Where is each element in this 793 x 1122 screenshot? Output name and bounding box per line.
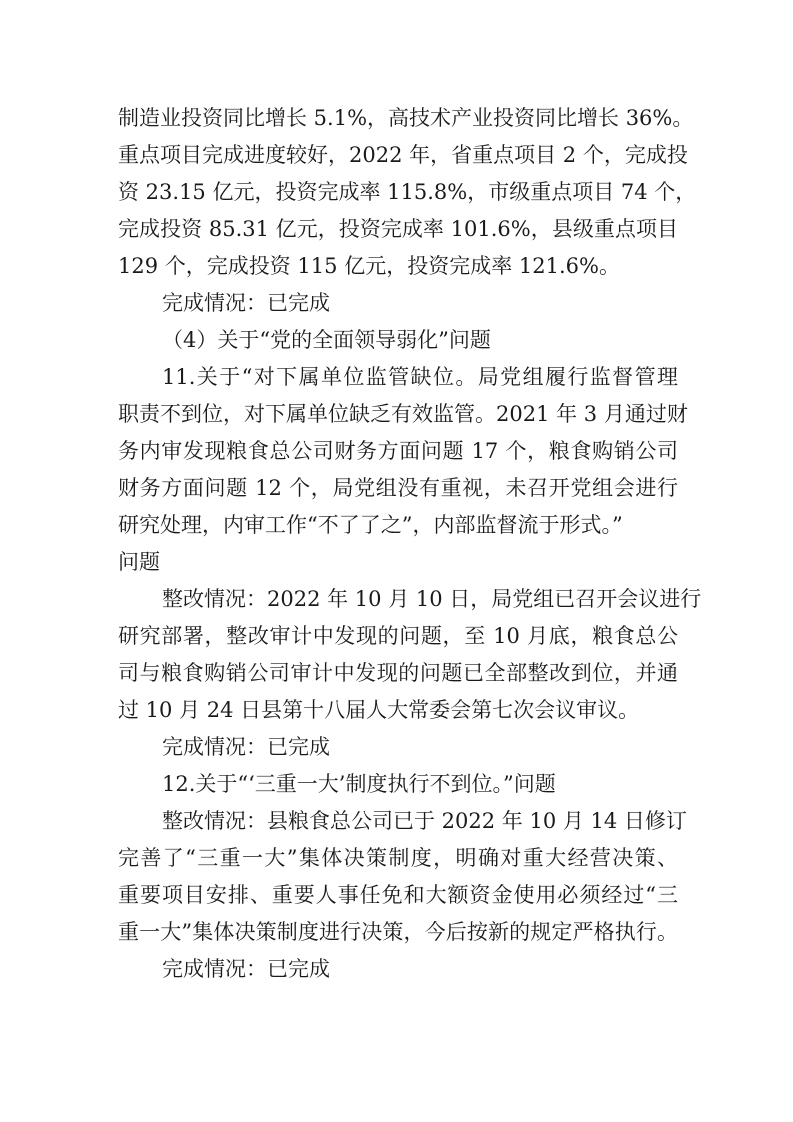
body-line: 重一大”集体决策制度进行决策，今后按新的规定严格执行。	[118, 920, 678, 944]
body-line: 过 10 月 24 日县第十八届人大常委会第七次会议审议。	[118, 698, 640, 722]
completion-status: 完成情况：已完成	[162, 291, 330, 315]
body-line: 完成投资 85.31 亿元，投资完成率 101.6%，县级重点项目	[118, 217, 678, 241]
body-line: 制造业投资同比增长 5.1%，高技术产业投资同比增长 36%。	[118, 106, 694, 130]
body-line: 资 23.15 亿元，投资完成率 115.8%，市级重点项目 74 个，	[118, 180, 697, 204]
body-line: 完善了“三重一大”集体决策制度，明确对重大经营决策、	[118, 846, 678, 870]
item-heading: 12.关于“‘三重一大’制度执行不到位。”问题	[162, 772, 556, 796]
body-line: 职责不到位，对下属单位缺乏有效监管。2021 年 3 月通过财	[118, 402, 688, 426]
body-line: 重点项目完成进度较好，2022 年，省重点项目 2 个，完成投	[118, 143, 688, 167]
body-line: 研究处理，内审工作“不了了之”，内部监督流于形式。”	[118, 513, 623, 537]
section-heading: （4）关于“党的全面领导弱化”问题	[162, 328, 491, 352]
body-line: 研究部署，整改审计中发现的问题，至 10 月底，粮食总公	[118, 624, 678, 648]
completion-status: 完成情况：已完成	[162, 735, 330, 759]
completion-status: 完成情况：已完成	[162, 957, 330, 981]
body-line: 129 个，完成投资 115 亿元，投资完成率 121.6%。	[118, 254, 620, 278]
item-heading: 11.关于“对下属单位监管缺位。局党组履行监督管理	[162, 365, 678, 389]
rectification-status: 整改情况：县粮食总公司已于 2022 年 10 月 14 日修订	[162, 809, 687, 833]
body-line: 财务方面问题 12 个，局党组没有重视，未召开党组会进行	[118, 476, 678, 500]
body-line: 重要项目安排、重要人事任免和大额资金使用必须经过“三	[118, 883, 678, 907]
body-line: 司与粮食购销公司审计中发现的问题已全部整改到位，并通	[118, 661, 678, 685]
rectification-status: 整改情况：2022 年 10 月 10 日，局党组已召开会议进行	[162, 587, 702, 611]
body-line: 问题	[118, 550, 160, 574]
body-line: 务内审发现粮食总公司财务方面问题 17 个，粮食购销公司	[118, 439, 678, 463]
